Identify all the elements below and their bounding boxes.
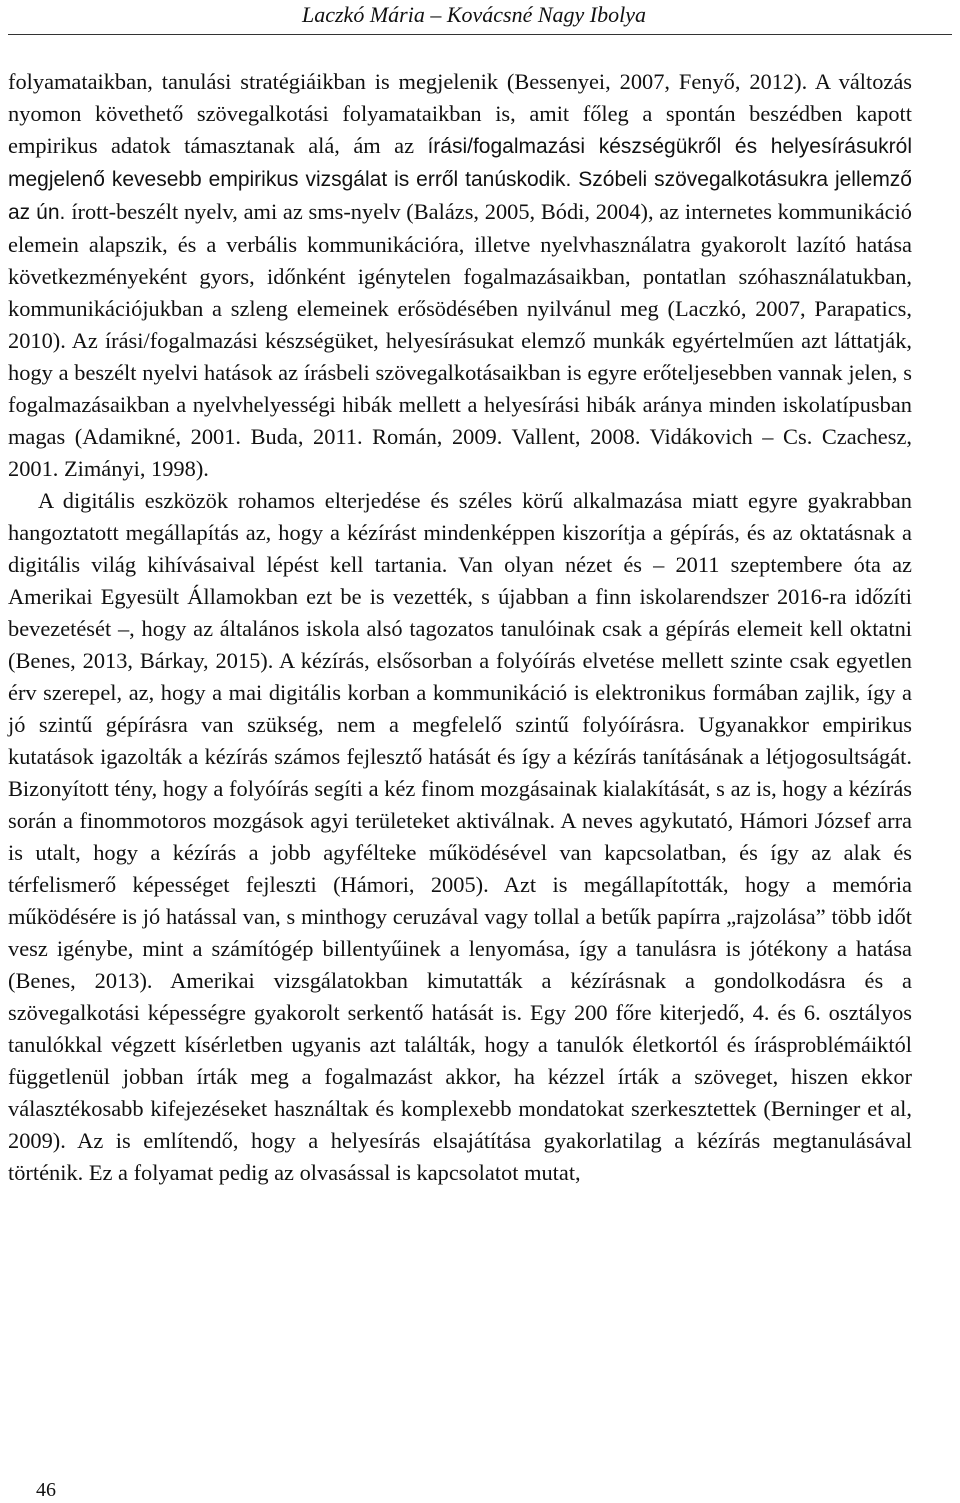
paragraph-1-part-b: írási/fogalmazási készségükről és helyesírásukról megjelenő kevesebb empirikus vizsgálat is erről tanúskodik. Szóbeli szövegalkotásukra jellemző az ún.	[8, 135, 912, 224]
running-header	[8, 0, 952, 35]
body-text	[8, 66, 912, 1189]
paragraph-1-part-c: írott-beszélt nyelv, ami az sms-nyelv (Balázs, 2005, Bódi, 2004), az internetes kommunikáció elemein alapszik, és a verbális kommunikációra, illetve nyelvhasználatra gyakorolt lazító hatása következményeként gyors, időnként igénytelen fogalmazásaikban, pontatlan szóhasználatukban, kommunikációjukban a szleng elemeinek erősödésében nyilvánul meg (Laczkó, 2007, Parapatics, 2010). Az írási/fogalmazási készségüket, helyesírásukat elemző munkák egyértelműen azt láttatják, hogy a beszélt nyelvi hatások az írásbeli szövegalkotásaikban is egyre erőteljesebben vannak jelen, s fogalmazásaikban a nyelvhelyességi hibák mellett a helyesírási hibák aránya minden iskolatípusban magas (Adamikné, 2001. Buda, 2011. Román, 2009. Vallent, 2008. Vidákovich – Cs. Czachesz, 2001. Zimányi, 1998).	[8, 199, 912, 481]
paragraph-2: A digitális eszközök rohamos elterjedése és széles körű alkalmazása miatt egyre gyakrabban hangoztatott megállapítás az, hogy a kézírást mindenképpen kiszorítja a gépírás, és az oktatásnak a digitális világ kihívásaival lépést kell tartania. Van olyan nézet és – 2011 szeptembere óta az Amerikai Egyesült Államokban ezt be is vezették, s újabban a finn iskolarendszer 2016-ra időzíti bevezetését –, hogy az általános iskola alsó tagozatos tanulóinak csak a gépírás elemeit kell oktatni (Benes, 2013, Bárkay, 2015). A kézírás, elsősorban a folyóírás elvetése mellett szinte csak egyetlen érv szerepel, az, hogy a mai digitális korban a kommunikáció is elektronikus formában zajlik, így a jó szintű gépírásra van szükség, nem a megfelelő szintű folyóírásra. Ugyanakkor empirikus kutatások igazolták a kézírás számos fejlesztő hatását és így a kézírás tanításának a létjogosultságát. Bizonyított tény, hogy a folyóírás segíti a kéz finom mozgásainak kialakítását, s az is, hogy a kézírás során a finommotoros mozgások agyi területeket aktiválnak. A neves agykutató, Hámori József arra is utalt, hogy a kézírás a jobb agyféltеke működésével van kapcsolatban, és így az alak és térfelismerő képességet fejleszti (Hámori, 2005). Azt is megállapították, hogy a memória működésére is jó hatással van, s minthogy ceruzával vagy tollal a betűk papírra „rajzolása” több időt vesz igénybe, mint a számítógép billentyűinek a lenyomása, így a tanulásra is jótékony a hatása (Benes, 2013). Amerikai vizsgálatokban kimutatták a kézírásnak a gondolkodásra és a szövegalkotási képességre gyakorolt serkentő hatását is. Egy 200 főre kiterjedő, 4. és 6. osztályos tanulókkal végzett kísérletben ugyanis azt találták, hogy a tanulók életkortól és írásproblémáiktól függetlenül jobban írták meg a fogalmazást akkor, ha kézzel írták a szöveget, hiszen ekkor választékosabb kifejezéseket használtak és komplexebb mondatokat szerkesztettek (Berninger et al, 2009). Az is említendő, hogy a helyesírás elsajátítása gyakorlatilag a kézírás megtanulásával történik. Ez a folyamat pedig az olvasással is kapcsolatot mutat,	[8, 488, 912, 1185]
paragraph-1-part-a: folyamataikban, tanulási stratégiáikban is megjelenik (Bessenyei, 2007, Fenyő, 2012). A változás nyomon követhető szövegalkotási folyamataikban is, amit főleg a spontán beszédben kapott empirikus adatok támasztanak alá, ám az	[8, 69, 912, 158]
page-number: 46	[36, 1479, 56, 1501]
running-header-title: Laczkó Mária – Kovácsné Nagy Ibolya	[302, 2, 646, 27]
paragraph-1	[8, 66, 912, 485]
